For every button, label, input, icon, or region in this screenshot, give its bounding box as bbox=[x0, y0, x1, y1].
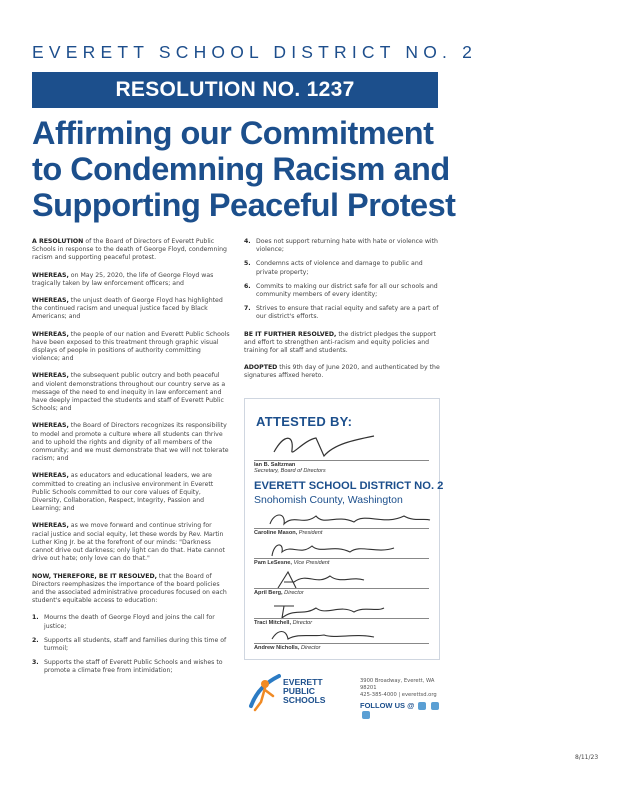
resolution-paragraph: ADOPTED this 9th day of June 2020, and authenticated by the signatures affixed hereto. bbox=[244, 364, 440, 380]
secretary-signature bbox=[264, 430, 384, 460]
resolution-title bbox=[32, 115, 456, 223]
resolution-list-left bbox=[32, 614, 230, 675]
resolution-paragraph: WHEREAS, on May 25, 2020, the life of George Floyd was tragically taken by law enforcement officers; and bbox=[32, 271, 214, 287]
signature-block bbox=[244, 398, 444, 660]
right-column bbox=[244, 238, 440, 390]
follow-us: FOLLOW US @ bbox=[360, 701, 445, 719]
instagram-icon bbox=[362, 711, 370, 719]
resolution-paragraph: WHEREAS, the subsequent public outcry and both peaceful and violent demonstrations throughout our country serve as a message of the need to end inequity in law enforcement and have deeply impacted the students and staff of Everett Public Schools; and bbox=[32, 372, 226, 413]
signature-line bbox=[254, 588, 429, 589]
signer-secretary: Ian B. Saltzman Secretary, Board of Directors bbox=[254, 462, 326, 474]
signature-line bbox=[254, 460, 429, 461]
resolution-paragraph: WHEREAS, the people of our nation and Everett Public Schools have been exposed to this treatment through graphic visual displays of people in positions of authority committing violence; and bbox=[32, 330, 230, 363]
resolution-paragraph: A RESOLUTION of the Board of Directors of Everett Public Schools in response to the death of George Floyd, condemning racism and supporting peaceful protest. bbox=[32, 238, 227, 262]
title-line: to Condemning Racism and bbox=[32, 151, 450, 187]
title-line: Supporting Peaceful Protest bbox=[32, 187, 456, 223]
resolution-paragraph: BE IT FURTHER RESOLVED, the district pledges the support and effort to strengthen anti-racism and equity policies and training for all staff and students. bbox=[244, 330, 436, 355]
signer-member: Traci Mitchell, Director bbox=[254, 620, 313, 626]
resolution-list-item: 1. Mourns the death of George Floyd and joins the call for justice; bbox=[32, 614, 215, 630]
signer-member: Pam LeSesne, Vice President bbox=[254, 560, 330, 566]
district-address: 3900 Broadway, Everett, WA 98201 425-385-4000 | everettsd.org bbox=[360, 678, 437, 698]
resolution-paragraph: WHEREAS, the unjust death of George Floyd has highlighted the continued racism and unequal justice faced by Black Americans; and bbox=[32, 297, 223, 321]
resolution-list-item: 4. Does not support returning hate with hate or violence with violence; bbox=[244, 238, 438, 254]
signer-member: April Berg, Director bbox=[254, 590, 304, 596]
signature-line bbox=[254, 643, 429, 644]
director-signature bbox=[264, 598, 394, 620]
director-signature bbox=[264, 627, 394, 643]
footer bbox=[245, 670, 445, 716]
district-logo-icon bbox=[247, 672, 281, 712]
signer-member: Andrew Nicholls, Director bbox=[254, 645, 321, 651]
resolution-paragraph: NOW, THEREFORE, BE IT RESOLVED, that the Board of Directors reemphasizes the importance of the board policies and the associated administrative procedures focused on each student's equitable access to education: bbox=[32, 572, 227, 605]
resolution-list-item: 6. Commits to making our district safe for all our schools and community members of every identity; bbox=[244, 282, 438, 299]
resolution-list-right bbox=[244, 238, 440, 322]
resolution-list-item: 2. Supports all students, staff and families during this time of turmoil; bbox=[32, 636, 227, 652]
resolution-paragraph: WHEREAS, as we move forward and continue striving for racial justice and social equity, let these words by Rev. Martin Luther King Jr. be at the forefront of our minds: "Darkness cannot drive out darkness; only light can do that. Hate cannot drive out hate; only love can do that." bbox=[32, 522, 225, 563]
signer-member: Caroline Mason, President bbox=[254, 530, 323, 536]
resolution-paragraph: WHEREAS, the Board of Directors recognizes its responsibility to model and promote a culture where all students can thrive and to uphold the rights and dignity of all members of the community; and we must demonstrate that we will not tolerate racism; and bbox=[32, 422, 229, 463]
director-signature bbox=[264, 568, 384, 590]
resolution-paragraph: WHEREAS, as educators and educational leaders, we are committed to creating an inclusive environment in Everett Public Schools committed to our core values of Equity, Diversity, Collaboration, Respect, Integrity, Passion and Learning; and bbox=[32, 472, 214, 513]
page-date: 8/11/23 bbox=[575, 754, 599, 761]
facebook-icon bbox=[418, 702, 426, 710]
district-logo-text: EVERETT PUBLIC SCHOOLS bbox=[283, 677, 326, 705]
attested-heading: ATTESTED BY: bbox=[256, 414, 353, 429]
district-header: EVERETT SCHOOL DISTRICT NO. 2 bbox=[32, 42, 478, 62]
signature-line bbox=[254, 558, 429, 559]
title-line: Affirming our Commitment bbox=[32, 115, 434, 151]
signature-line bbox=[254, 528, 429, 529]
resolution-list-item: 5. Condemns acts of violence and damage to public and private property; bbox=[244, 260, 423, 276]
resolution-list-item: 3. Supports the staff of Everett Public Schools and wishes to promote a climate free from intimidation; bbox=[32, 659, 223, 675]
board-county: Snohomish County, Washington bbox=[254, 494, 403, 506]
signature-line bbox=[254, 618, 429, 619]
resolution-banner: RESOLUTION NO. 1237 bbox=[32, 72, 438, 108]
left-column bbox=[32, 238, 230, 685]
board-district-heading: EVERETT SCHOOL DISTRICT NO. 2 bbox=[254, 480, 444, 492]
resolution-list-item: 7. Strives to ensure that racial equity and safety are a part of our district's efforts. bbox=[244, 305, 439, 321]
vice-president-signature bbox=[264, 538, 414, 560]
twitter-icon bbox=[431, 702, 439, 710]
